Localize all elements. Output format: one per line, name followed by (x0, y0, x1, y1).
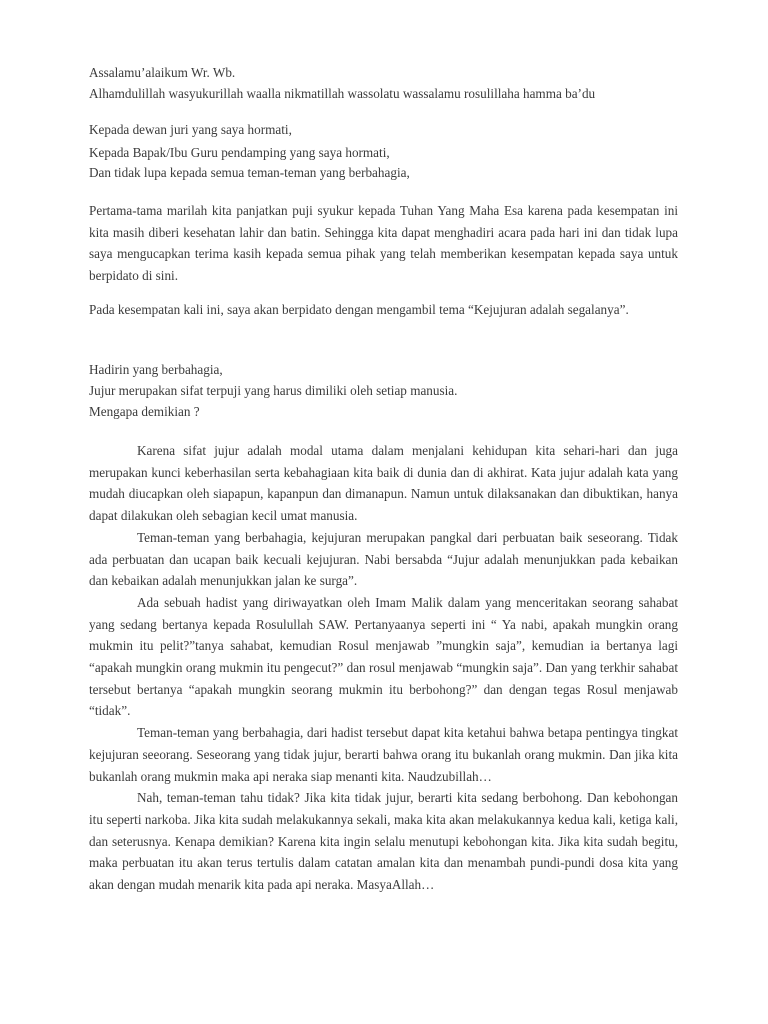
intro-jujur: Jujur merupakan sifat terpuji yang harus dimiliki oleh setiap manusia. (89, 383, 458, 398)
opening-paragraph: Pertama-tama marilah kita panjatkan puji syukur kepada Tuhan Yang Maha Esa karena pada kesempatan ini kita masih diberi kesehatan lahir dan batin. Sehingga kita dapat menghadiri acara pada hari ini dan tidak lupa saya mengucapkan terima kasih kepada semua pihak yang telah memberikan kesempatan kepada saya untuk berpidato di sini. (89, 203, 678, 284)
body-paragraph: Teman-teman yang berbahagia, dari hadist tersebut dapat kita ketahui bahwa betapa pentingya tingkat kejujuran seeorang. Seseorang yang tidak jujur, berarti bahwa orang itu bukanlah orang mukmin. Dan jika kita bukanlah orang mukmin maka api neraka siap menanti kita. Naudzubillah… (89, 725, 678, 784)
salutation-teachers: Kepada Bapak/Ibu Guru pendamping yang saya hormati, (89, 145, 390, 160)
intro-hadirin: Hadirin yang berbahagia, (89, 362, 223, 377)
body-paragraph: Nah, teman-teman tahu tidak? Jika kita tidak jujur, berarti kita sedang berbohong. Dan kebohongan itu seperti narkoba. Jika kita sudah melakukannya sekali, maka kita akan melakukannya kedua kali, ketiga kali, dan seterusnya. Kenapa demikian? Karena kita ingin selalu menutupi kebohongan kita. Jika kita sudah begitu, maka perbuatan itu akan terus tertulis dalam catatan amalan kita dan menambah pundi-pundi dosa kita yang akan dengan mudah menarik kita pada api neraka. MasyaAllah… (89, 790, 678, 893)
greeting-salam: Assalamu’alaikum Wr. Wb. (89, 65, 236, 80)
intro-question: Mengapa demikian ? (89, 404, 200, 419)
speech-body (89, 440, 678, 896)
body-paragraph: Ada sebuah hadist yang diriwayatkan oleh Imam Malik dalam yang menceritakan seorang sahabat yang sedang bertanya kepada Rosulullah SAW. Pertanyaanya seperti ini “ Ya nabi, apakah mungkin orang mukmin itu pelit?”tanya sahabat, kemudian Rosul menjawab ”mungkin saja”, kemudian ia bertanya lagi “apakah mungkin orang mukmin itu pengecut?” dan rosul menjawab “mungkin saja”. Dan yang terkhir sahabat tersebut bertanya “apakah mungkin seorang mukmin itu berbohong?” dan dengan tegas Rosul menjawab “tidak”. (89, 594, 678, 719)
salutation-jury: Kepada dewan juri yang saya hormati, (89, 122, 292, 137)
theme-paragraph: Pada kesempatan kali ini, saya akan berpidato dengan mengambil tema “Kejujuran adalah segalanya”. (89, 302, 629, 317)
body-paragraph: Teman-teman yang berbahagia, kejujuran merupakan pangkal dari perbuatan baik seseorang. Tidak ada perbuatan dan ucapan baik kecuali kejujuran. Nabi bersabda “Jujur adalah menunjukkan pada kebaikan dan kebaikan adalah menunjukkan jalan ke surga”. (89, 529, 678, 589)
salutation-friends: Dan tidak lupa kepada semua teman-teman yang berbahagia, (89, 165, 410, 180)
body-paragraph: Karena sifat jujur adalah modal utama dalam menjalani kehidupan kita sehari-hari dan juga merupakan kunci keberhasilan serta kebahagiaan kita baik di dunia dan di akhirat. Kata jujur adalah kata yang mudah diucapkan oleh siapapun, kapanpun dan dimanapun. Namun untuk dilaksanakan dan dibuktikan, hanya dapat dilakukan oleh sebagian kecil umat manusia. (89, 443, 678, 524)
greeting-hamdalah: Alhamdulillah wasyukurillah waalla nikmatillah wassolatu wassalamu rosulillaha hamma ba’du (89, 86, 596, 101)
